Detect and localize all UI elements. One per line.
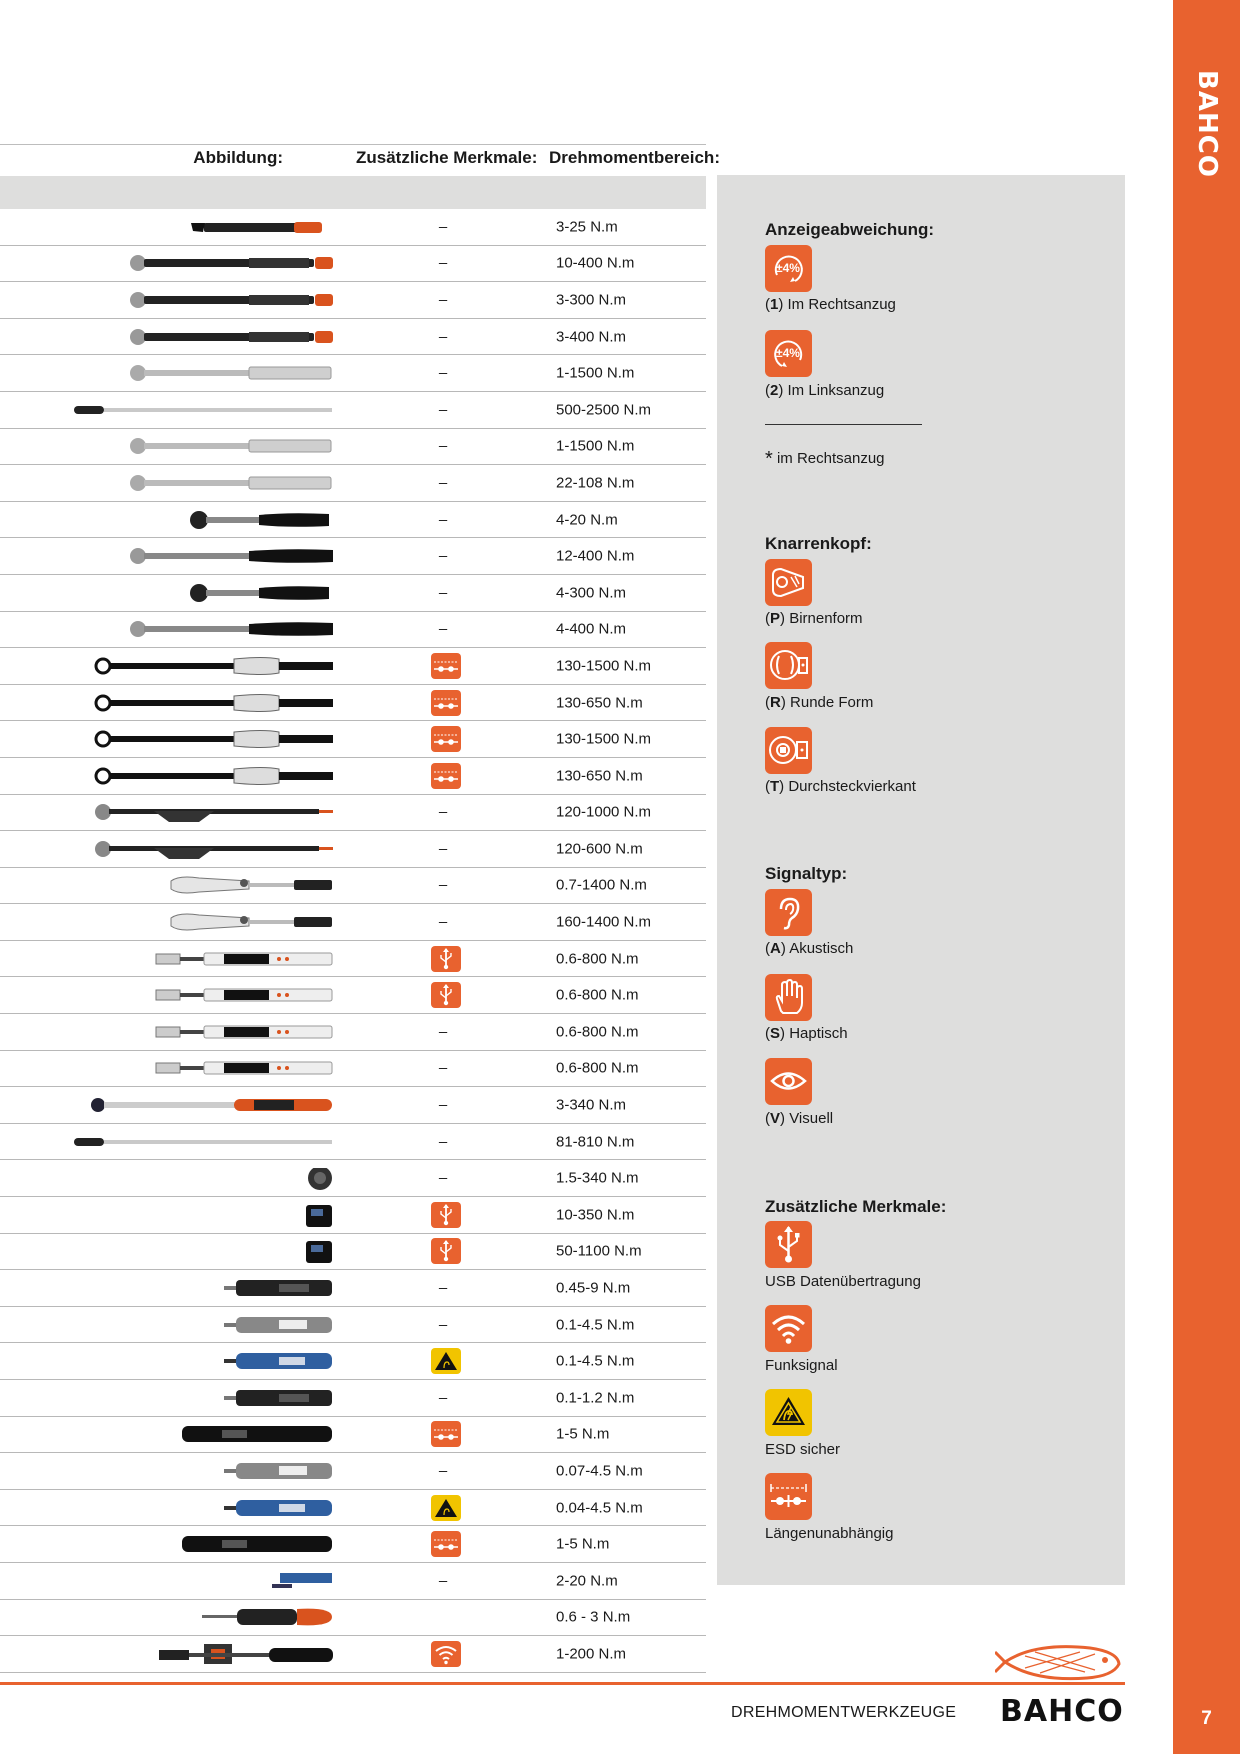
table-row (0, 319, 706, 356)
tool-image (94, 766, 334, 786)
tool-image (129, 473, 334, 493)
length-icon (431, 1531, 461, 1557)
torque-range: 3-340 N.m (556, 1096, 627, 1114)
header-image: Abbildung: (193, 148, 283, 167)
tool-image (304, 1205, 334, 1225)
no-feature-dash: – (438, 547, 448, 565)
legend-extra-title: Zusätzliche Merkmale: (765, 1197, 947, 1216)
tool-image (154, 1058, 334, 1078)
table-row (0, 1453, 706, 1490)
no-feature-dash: – (438, 803, 448, 821)
legend-ratchet-t: (T) Durchsteckvierkant (765, 778, 916, 795)
table-row (0, 1380, 706, 1417)
table-row (0, 465, 706, 502)
torque-range: 0.7-1400 N.m (556, 876, 647, 894)
usb-icon (765, 1221, 812, 1268)
table-row (0, 758, 706, 795)
esd-icon (431, 1348, 461, 1374)
table-row (0, 1087, 706, 1124)
table-row (0, 429, 706, 466)
table-row (0, 1270, 706, 1307)
table-row (0, 612, 706, 649)
tool-image (224, 1278, 334, 1298)
torque-range: 3-400 N.m (556, 328, 627, 346)
no-feature-dash: – (438, 291, 448, 309)
no-feature-dash: – (438, 1169, 448, 1187)
table-header-band (0, 176, 706, 209)
torque-range: 2-20 N.m (556, 1572, 618, 1590)
no-feature-dash: – (438, 364, 448, 382)
legend-deviation-1: (1) Im Rechtsanzug (765, 296, 896, 313)
legend-ratchet-title: Knarrenkopf: (765, 534, 872, 553)
table-row (0, 246, 706, 283)
no-feature-dash: – (438, 840, 448, 858)
table-row (0, 502, 706, 539)
table-row (0, 1343, 706, 1380)
no-feature-dash: – (438, 913, 448, 931)
table-row (0, 209, 706, 246)
tool-image (129, 363, 334, 383)
tool-image (182, 1424, 334, 1444)
svg-text:±4%: ±4% (776, 261, 800, 275)
tool-image (169, 912, 334, 932)
tool-image (94, 802, 334, 822)
table-row (0, 1014, 706, 1051)
torque-range: 120-1000 N.m (556, 803, 652, 821)
hand-icon (765, 974, 812, 1021)
tool-image (154, 985, 334, 1005)
table-row (0, 977, 706, 1014)
legend-signal-v: (V) Visuell (765, 1110, 834, 1127)
torque-range: 0.04-4.5 N.m (556, 1499, 643, 1517)
legend-deviation-2: (2) Im Linksanzug (765, 382, 885, 399)
table-row (0, 1490, 706, 1527)
no-feature-dash: – (438, 437, 448, 455)
torque-range: 0.6-800 N.m (556, 1023, 639, 1041)
torque-range: 0.1-1.2 N.m (556, 1389, 635, 1407)
table-row (0, 1600, 706, 1637)
footer-brand-logo: BAHCO (1000, 1694, 1124, 1729)
legend-ratchet-r: (R) Runde Form (765, 694, 874, 711)
tool-image (169, 875, 334, 895)
table-row (0, 685, 706, 722)
esd-icon (765, 1389, 812, 1436)
tool-image (154, 1022, 334, 1042)
torque-range: 1-1500 N.m (556, 437, 635, 455)
tool-image (306, 1168, 334, 1188)
wifi-icon (431, 1641, 461, 1667)
ratchet-through-icon (765, 727, 812, 774)
torque-range: 10-350 N.m (556, 1206, 635, 1224)
torque-range: 1-1500 N.m (556, 364, 635, 382)
torque-range: 500-2500 N.m (556, 401, 652, 419)
torque-range: 130-650 N.m (556, 767, 643, 785)
table-row (0, 1051, 706, 1088)
tool-image (159, 1644, 334, 1664)
legend-extra-wifi: Funksignal (765, 1357, 838, 1374)
usb-icon (431, 982, 461, 1008)
torque-range: 0.1-4.5 N.m (556, 1352, 635, 1370)
no-feature-dash: – (438, 1389, 448, 1407)
header-features: Zusätzliche Merkmale: (356, 148, 538, 167)
tool-image (129, 327, 334, 347)
tool-image (154, 949, 334, 969)
table-row (0, 904, 706, 941)
torque-range: 12-400 N.m (556, 547, 635, 565)
torque-range: 3-300 N.m (556, 291, 627, 309)
ratchet-round-icon (765, 642, 812, 689)
torque-range: 50-1100 N.m (556, 1242, 642, 1260)
torque-range: 4-400 N.m (556, 620, 627, 638)
tool-image (129, 546, 334, 566)
no-feature-dash: – (438, 620, 448, 638)
torque-range: 4-300 N.m (556, 584, 627, 602)
no-feature-dash: – (438, 254, 448, 272)
no-feature-dash: – (438, 1133, 448, 1151)
table-row (0, 1636, 706, 1673)
no-feature-dash: – (438, 584, 448, 602)
no-feature-dash: – (438, 328, 448, 346)
eye-icon (765, 1058, 812, 1105)
table-row (0, 1563, 706, 1600)
tool-image (182, 1534, 334, 1554)
no-feature-dash: – (438, 474, 448, 492)
no-feature-dash: – (438, 1572, 448, 1590)
tool-image (189, 217, 334, 237)
deviation-left-icon (765, 330, 812, 377)
svg-text:±4%: ±4% (776, 346, 800, 360)
legend-signal-s: (S) Haptisch (765, 1025, 848, 1042)
no-feature-dash: – (438, 876, 448, 894)
torque-range: 130-650 N.m (556, 694, 643, 712)
header-range: Drehmomentbereich: (549, 148, 720, 167)
torque-range: 1-200 N.m (556, 1645, 627, 1663)
tool-image (94, 839, 334, 859)
tool-image (224, 1461, 334, 1481)
table-row (0, 648, 706, 685)
bahco-fish-logo (995, 1640, 1125, 1685)
ear-icon (765, 889, 812, 936)
tool-image (224, 1498, 334, 1518)
table-row (0, 941, 706, 978)
tool-image (94, 693, 334, 713)
tool-image (304, 1241, 334, 1261)
torque-range: 1-5 N.m (556, 1425, 610, 1443)
torque-range: 0.6-800 N.m (556, 1059, 639, 1077)
table-row (0, 795, 706, 832)
no-feature-dash: – (438, 401, 448, 419)
torque-range: 1.5-340 N.m (556, 1169, 639, 1187)
table-row (0, 355, 706, 392)
ratchet-pear-icon (765, 559, 812, 606)
torque-range: 81-810 N.m (556, 1133, 635, 1151)
legend-signal-title: Signaltyp: (765, 864, 848, 883)
table-row (0, 721, 706, 758)
length-icon (431, 763, 461, 789)
torque-range: 0.1-4.5 N.m (556, 1316, 635, 1334)
length-icon (431, 690, 461, 716)
table-row (0, 575, 706, 612)
length-icon (431, 1421, 461, 1447)
tool-image (129, 290, 334, 310)
table-row (0, 1234, 706, 1271)
no-feature-dash: – (438, 218, 448, 236)
side-brand-logo: BAHCO (1192, 70, 1222, 178)
torque-range: 1-5 N.m (556, 1535, 610, 1553)
table-row (0, 1160, 706, 1197)
torque-range: 0.6-800 N.m (556, 986, 639, 1004)
tool-image (224, 1388, 334, 1408)
tool-image (272, 1571, 334, 1591)
tool-image (202, 1607, 334, 1627)
legend-extra-esd: ESD sicher (765, 1441, 841, 1458)
torque-range: 0.6 - 3 N.m (556, 1608, 631, 1626)
torque-range: 3-25 N.m (556, 218, 618, 236)
legend-signal-a: (A) Akustisch (765, 940, 854, 957)
table-row (0, 1417, 706, 1454)
tool-image (224, 1351, 334, 1371)
torque-range: 4-20 N.m (556, 511, 618, 529)
legend-ratchet-p: (P) Birnenform (765, 610, 863, 627)
tool-image (189, 510, 334, 530)
tool-image (94, 656, 334, 676)
tool-image (94, 729, 334, 749)
usb-icon (431, 946, 461, 972)
legend-note: * im Rechtsanzug (765, 448, 885, 470)
torque-range: 0.07-4.5 N.m (556, 1462, 643, 1480)
no-feature-dash: – (438, 1316, 448, 1334)
no-feature-dash: – (438, 1059, 448, 1077)
no-feature-dash: – (438, 1279, 448, 1297)
table-row (0, 868, 706, 905)
tool-image (189, 583, 334, 603)
torque-range: 120-600 N.m (556, 840, 643, 858)
torque-tool-table (0, 209, 706, 1673)
no-feature-dash: – (438, 511, 448, 529)
legend-extra-length: Längenunabhängig (765, 1525, 894, 1542)
table-row (0, 1526, 706, 1563)
tool-image (74, 400, 334, 420)
table-row (0, 831, 706, 868)
deviation-right-icon (765, 245, 812, 292)
tool-image (89, 1095, 334, 1115)
torque-range: 0.45-9 N.m (556, 1279, 631, 1297)
esd-icon (431, 1495, 461, 1521)
table-row (0, 1307, 706, 1344)
table-top-rule (0, 144, 706, 145)
brand-side-bar (1173, 0, 1240, 1754)
tool-image (129, 619, 334, 639)
torque-range: 130-1500 N.m (556, 657, 652, 675)
torque-range: 130-1500 N.m (556, 730, 652, 748)
legend-deviation-title: Anzeigeabweichung: (765, 220, 935, 239)
page-number: 7 (1201, 1708, 1212, 1729)
table-row (0, 1197, 706, 1234)
torque-range: 0.6-800 N.m (556, 950, 639, 968)
no-feature-dash: – (438, 1096, 448, 1114)
no-feature-dash: – (438, 1023, 448, 1041)
length-icon (431, 653, 461, 679)
tool-image (129, 436, 334, 456)
page-number-box (1173, 1686, 1240, 1754)
table-row (0, 538, 706, 575)
footer-rule (0, 1682, 1125, 1685)
torque-range: 160-1400 N.m (556, 913, 652, 931)
table-row (0, 1124, 706, 1161)
tool-image (74, 1132, 334, 1152)
legend-extra-usb: USB Datenübertragung (765, 1273, 921, 1290)
tool-image (224, 1315, 334, 1335)
tool-image (129, 253, 334, 273)
length-icon (431, 726, 461, 752)
torque-range: 22-108 N.m (556, 474, 635, 492)
usb-icon (431, 1238, 461, 1264)
length-independent-icon (765, 1473, 812, 1520)
no-feature-dash: – (438, 1462, 448, 1480)
table-row (0, 282, 706, 319)
torque-range: 10-400 N.m (556, 254, 635, 272)
table-row (0, 392, 706, 429)
legend-divider (765, 424, 922, 425)
footer-section-label: DREHMOMENTWERKZEUGE (731, 1704, 957, 1721)
usb-icon (431, 1202, 461, 1228)
wifi-icon (765, 1305, 812, 1352)
